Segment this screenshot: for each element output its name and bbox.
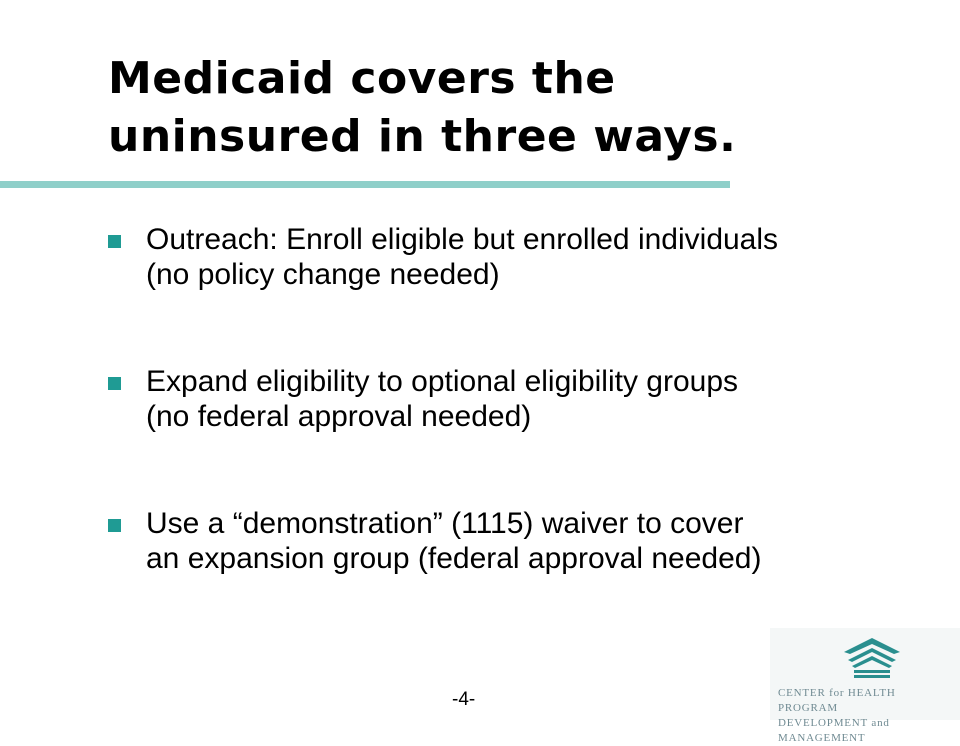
logo-text-line-2: DEVELOPMENT and MANAGEMENT xyxy=(778,717,890,744)
slide-title-line-2: uninsured in three ways. xyxy=(108,111,737,162)
bullet-text-line-1: Use a “demonstration” (1115) waiver to cover xyxy=(146,507,744,540)
bullet-item-outreach xyxy=(108,222,928,292)
bullet-text-line-2: (no federal approval needed) xyxy=(146,400,532,433)
bullet-list xyxy=(108,222,928,576)
logo-text-line-1: CENTER for HEALTH PROGRAM xyxy=(778,687,896,714)
title-underline-rule xyxy=(0,181,730,188)
square-bullet-icon xyxy=(108,519,121,532)
building-roof-icon xyxy=(842,636,902,682)
bullet-item-waiver xyxy=(108,506,928,576)
bullet-item-expand-eligibility xyxy=(108,364,928,434)
bullet-text-line-1: Outreach: Enroll eligible but enrolled individuals xyxy=(146,223,779,256)
slide-title xyxy=(108,50,808,166)
slide-title-line-1: Medicaid covers the xyxy=(108,53,616,104)
bullet-text-line-2: (no policy change needed) xyxy=(146,258,500,291)
square-bullet-icon xyxy=(108,377,121,390)
square-bullet-icon xyxy=(108,235,121,248)
logo-wordmark xyxy=(778,686,958,746)
page-number: -4- xyxy=(452,689,476,710)
bullet-text-line-2: an expansion group (federal approval needed) xyxy=(146,542,762,575)
bullet-text-line-1: Expand eligibility to optional eligibility groups xyxy=(146,365,739,398)
